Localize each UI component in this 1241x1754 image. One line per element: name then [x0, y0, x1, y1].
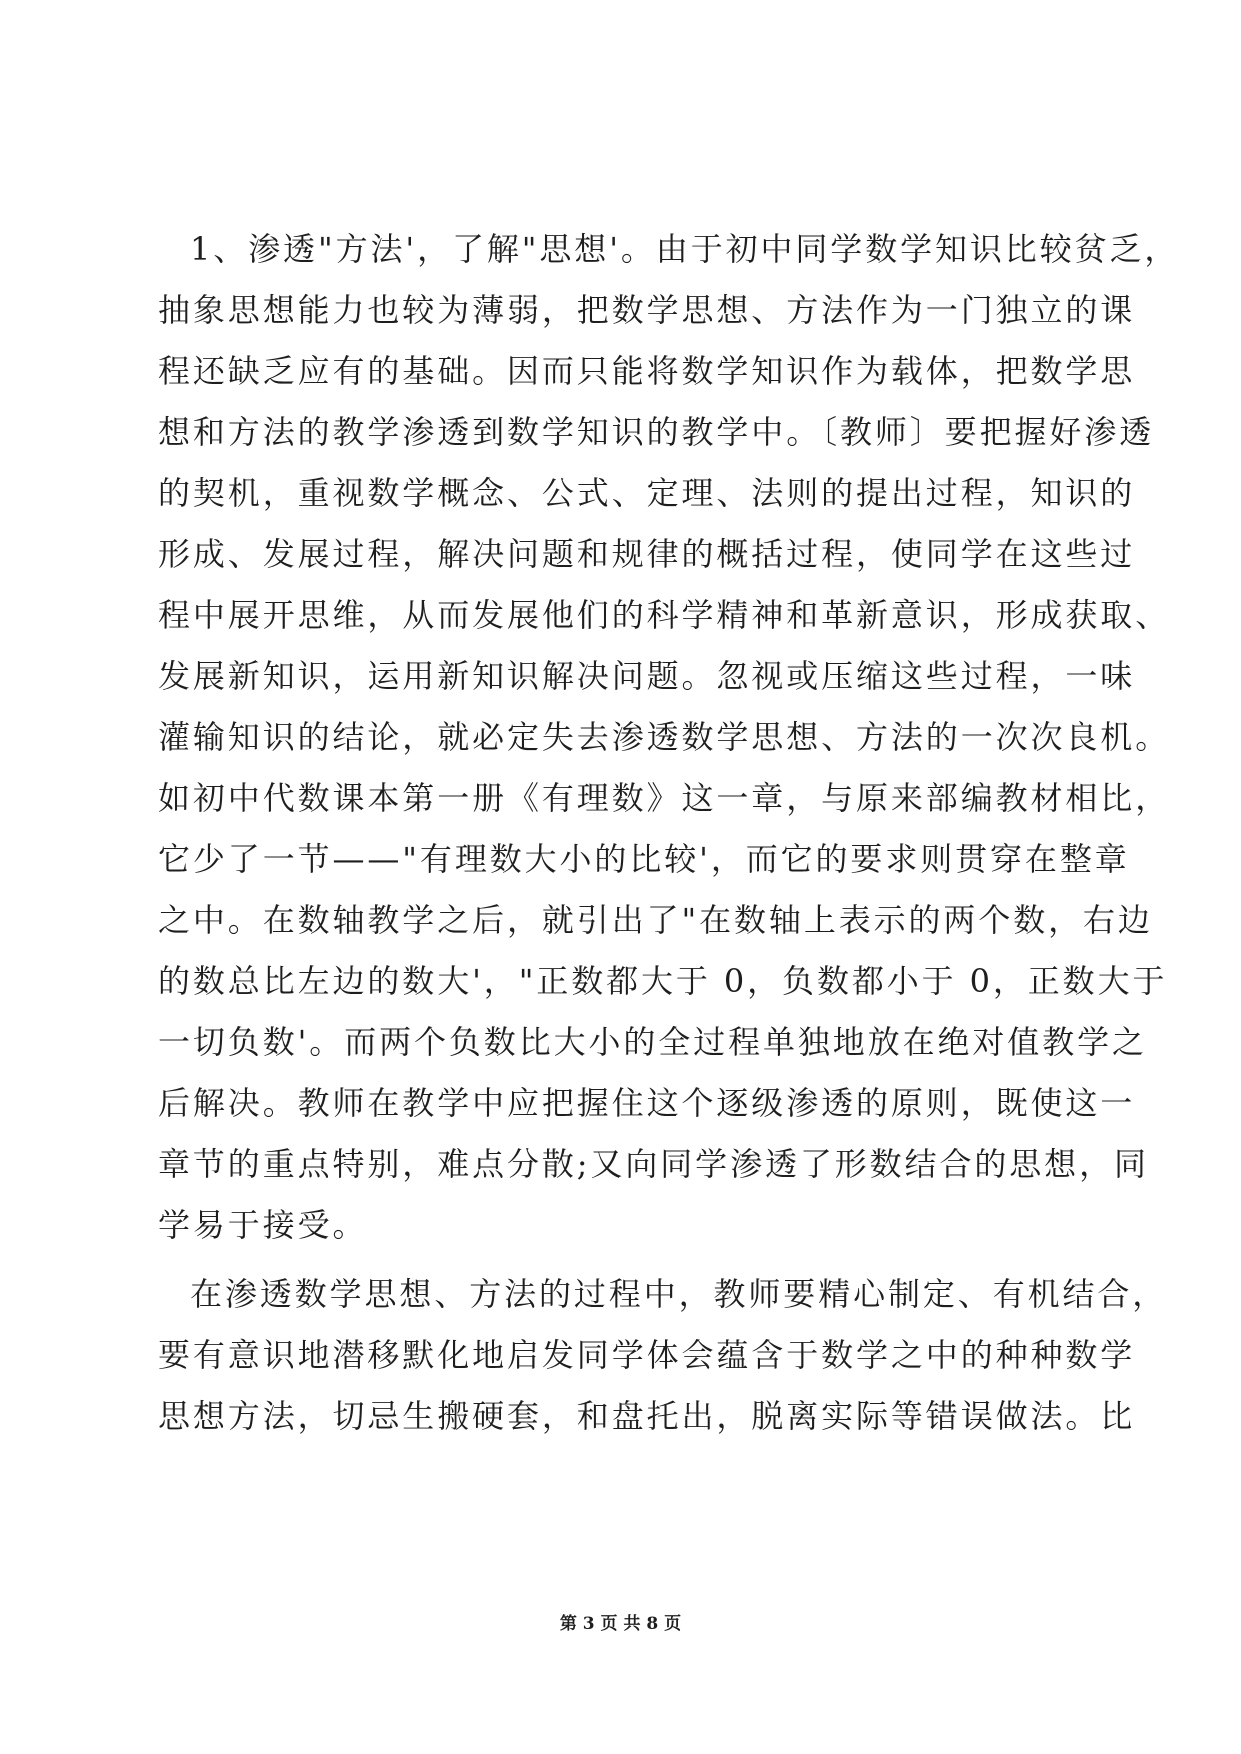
- paragraph-1-line-7: 程中展开思维，从而发展他们的科学精神和革新意识，形成获取、: [158, 596, 1171, 634]
- paragraph-1-line-15: 后解决。教师在教学中应把握住这个逐级渗透的原则，既使这一: [158, 1084, 1136, 1122]
- paragraph-2-line-2: 要有意识地潜移默化地启发同学体会蕴含于数学之中的种种数学: [158, 1336, 1136, 1374]
- paragraph-1-line-9: 灌输知识的结论，就必定失去渗透数学思想、方法的一次次良机。: [158, 718, 1171, 756]
- paragraph-2-line-3: 思想方法，切忌生搬硬套，和盘托出，脱离实际等错误做法。比: [158, 1397, 1136, 1435]
- paragraph-1-line-2: 抽象思想能力也较为薄弱，把数学思想、方法作为一门独立的课: [158, 291, 1136, 329]
- paragraph-1-line-11: 它少了一节——"有理数大小的比较'，而它的要求则贯穿在整章: [158, 840, 1130, 878]
- paragraph-2-line-1: 在渗透数学思想、方法的过程中，教师要精心制定、有机结合，: [190, 1275, 1168, 1313]
- paragraph-1-line-1: 1、渗透"方法'，了解"思想'。由于初中同学数学知识比较贫乏，: [190, 230, 1180, 268]
- paragraph-1-line-14: 一切负数'。而两个负数比大小的全过程单独地放在绝对值教学之: [158, 1023, 1147, 1061]
- paragraph-1-line-3: 程还缺乏应有的基础。因而只能将数学知识作为载体，把数学思: [158, 352, 1136, 390]
- paragraph-1-line-5: 的契机，重视数学概念、公式、定理、法则的提出过程，知识的: [158, 474, 1136, 512]
- paragraph-1-line-12: 之中。在数轴教学之后，就引出了"在数轴上表示的两个数，右边: [158, 901, 1153, 939]
- paragraph-1-line-4: 想和方法的教学渗透到数学知识的教学中。〔教师〕要把握好渗透: [158, 413, 1155, 451]
- paragraph-1-line-17: 学易于接受。: [158, 1206, 368, 1244]
- paragraph-1-line-10: 如初中代数课本第一册《有理数》这一章，与原来部编教材相比，: [158, 779, 1171, 817]
- paragraph-1-line-8: 发展新知识，运用新知识解决问题。忽视或压缩这些过程，一味: [158, 657, 1136, 695]
- paragraph-1-line-6: 形成、发展过程，解决问题和规律的概括过程，使同学在这些过: [158, 535, 1136, 573]
- page-number-footer: 第 3 页 共 8 页: [559, 1614, 682, 1634]
- paragraph-1-line-13: 的数总比左边的数大'，"正数都大于 0，负数都小于 0，正数大于: [158, 962, 1168, 1000]
- paragraph-1-line-16: 章节的重点特别，难点分散;又向同学渗透了形数结合的思想，同: [158, 1145, 1149, 1183]
